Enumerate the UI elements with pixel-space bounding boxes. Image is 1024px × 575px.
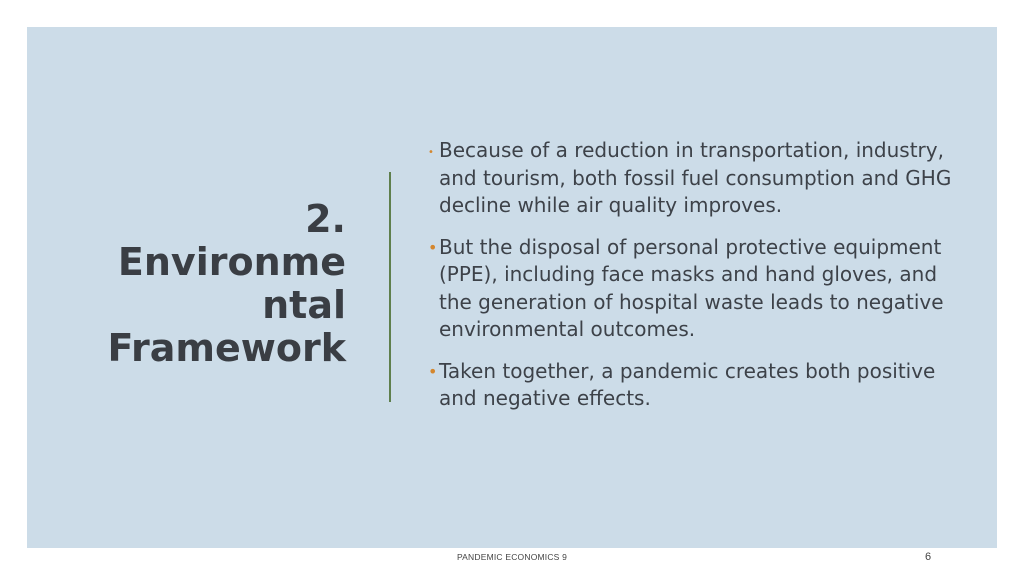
- vertical-divider: [389, 172, 391, 402]
- bullet-text: Because of a reduction in transportation, industry, and tourism, both fossil fuel consumption and GHG decline while air quality improves.: [439, 138, 952, 217]
- slide-title: [46, 198, 346, 370]
- bullet-text: Taken together, a pandemic creates both positive and negative effects.: [439, 358, 936, 410]
- slide-footer: PANDEMIC ECONOMICS 9: [456, 552, 568, 562]
- slide-title-line: Environme: [117, 240, 346, 284]
- bullet-list: [428, 137, 968, 427]
- slide-title-line: ntal: [262, 283, 346, 327]
- slide-title-line: 2.: [305, 197, 346, 241]
- bullet-item: [428, 137, 968, 220]
- bullet-item: [428, 358, 968, 413]
- bullet-marker-icon: •: [428, 147, 434, 158]
- bullet-item: [428, 234, 968, 344]
- bullet-marker-icon: •: [428, 237, 438, 257]
- bullet-text: But the disposal of personal protective equipment (PPE), including face masks and hand gloves, and the generation of hospital waste leads to negative environmental outcomes.: [439, 234, 944, 341]
- bullet-marker-icon: •: [428, 361, 438, 381]
- page-number: 6: [925, 551, 932, 563]
- slide-title-line: Framework: [107, 326, 346, 370]
